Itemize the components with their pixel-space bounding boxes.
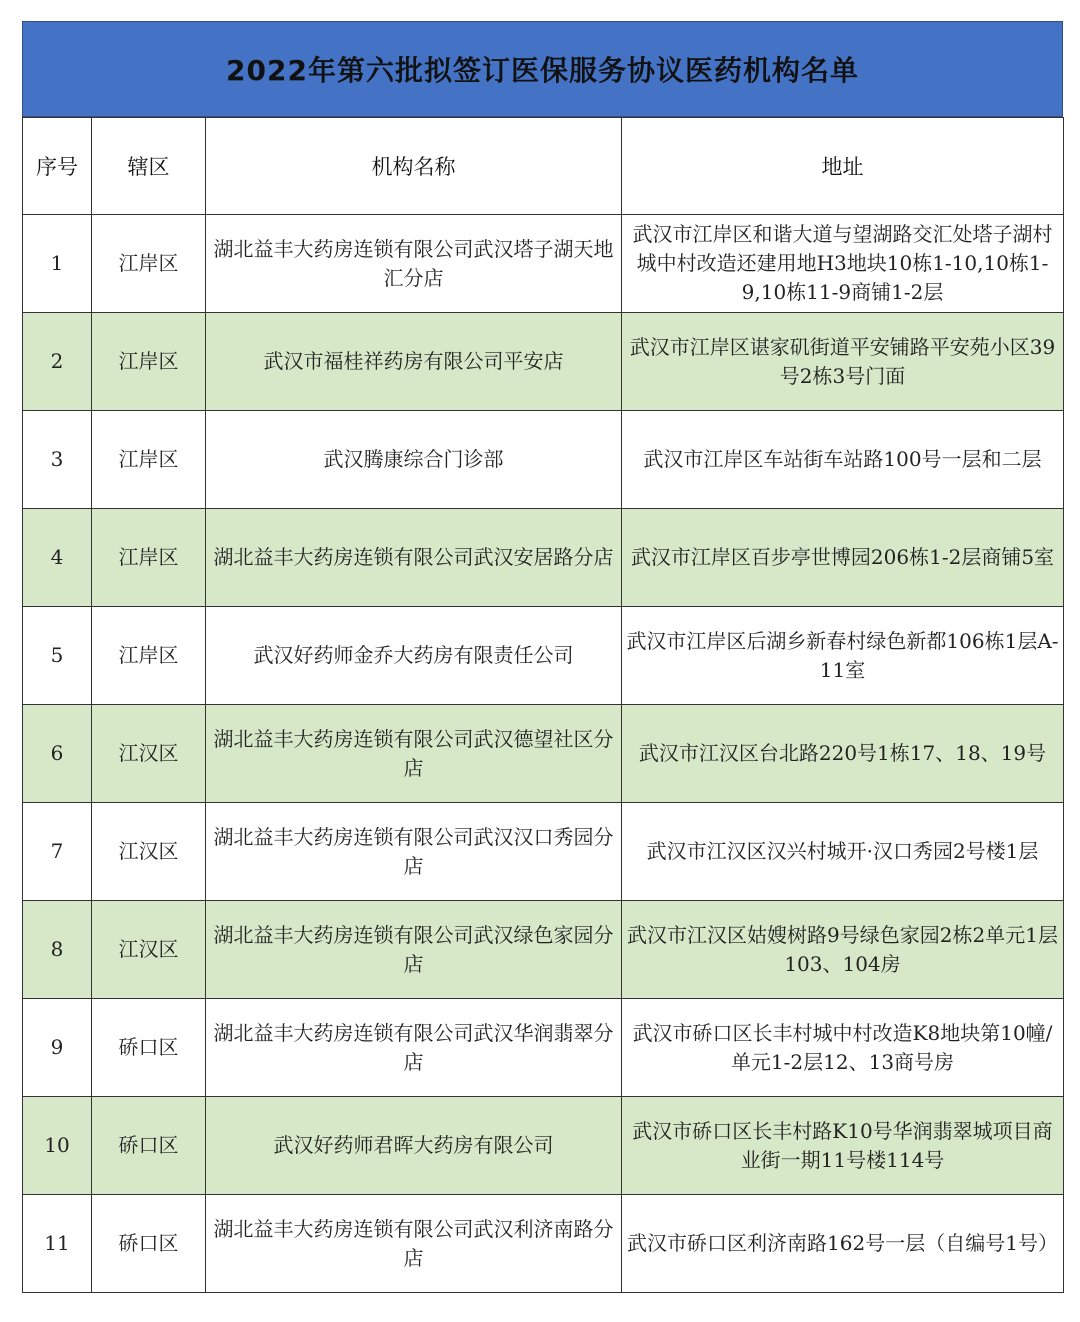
cell-no: 3 (23, 411, 92, 509)
cell-no: 10 (23, 1097, 92, 1195)
cell-district: 江岸区 (92, 411, 206, 509)
cell-no: 11 (23, 1195, 92, 1293)
table-row (23, 1195, 1064, 1293)
cell-district: 硚口区 (92, 1195, 206, 1293)
cell-address: 武汉市江汉区台北路220号1栋17、18、19号 (622, 705, 1064, 803)
table-header-row (23, 118, 1064, 215)
table-row (23, 411, 1064, 509)
cell-no: 9 (23, 999, 92, 1097)
cell-no: 8 (23, 901, 92, 999)
cell-district: 硚口区 (92, 999, 206, 1097)
cell-no: 7 (23, 803, 92, 901)
cell-district: 江汉区 (92, 803, 206, 901)
cell-address: 武汉市江岸区后湖乡新春村绿色新都106栋1层A-11室 (622, 607, 1064, 705)
cell-district: 江汉区 (92, 901, 206, 999)
table-row (23, 313, 1064, 411)
table-row (23, 803, 1064, 901)
table-row (23, 509, 1064, 607)
cell-name: 湖北益丰大药房连锁有限公司武汉华润翡翠分店 (206, 999, 622, 1097)
cell-address: 武汉市江岸区谌家矶街道平安铺路平安苑小区39号2栋3号门面 (622, 313, 1064, 411)
cell-no: 4 (23, 509, 92, 607)
cell-name: 武汉腾康综合门诊部 (206, 411, 622, 509)
table-row (23, 215, 1064, 313)
cell-name: 武汉好药师金乔大药房有限责任公司 (206, 607, 622, 705)
header-name: 机构名称 (206, 118, 622, 215)
header-no: 序号 (23, 118, 92, 215)
table-row (23, 607, 1064, 705)
cell-address: 武汉市硚口区长丰村路K10号华润翡翠城项目商业街一期11号楼114号 (622, 1097, 1064, 1195)
title-bar (22, 21, 1063, 117)
cell-district: 江岸区 (92, 607, 206, 705)
table-row (23, 901, 1064, 999)
cell-district: 江岸区 (92, 313, 206, 411)
cell-name: 湖北益丰大药房连锁有限公司武汉绿色家园分店 (206, 901, 622, 999)
document-sheet (22, 21, 1063, 1293)
cell-district: 江汉区 (92, 705, 206, 803)
document-title: 2022年第六批拟签订医保服务协议医药机构名单 (226, 54, 859, 87)
cell-address: 武汉市江汉区姑嫂树路9号绿色家园2栋2单元1层103、104房 (622, 901, 1064, 999)
cell-name: 湖北益丰大药房连锁有限公司武汉汉口秀园分店 (206, 803, 622, 901)
cell-name: 武汉市福桂祥药房有限公司平安店 (206, 313, 622, 411)
cell-address: 武汉市江汉区汉兴村城开·汉口秀园2号楼1层 (622, 803, 1064, 901)
cell-name: 湖北益丰大药房连锁有限公司武汉德望社区分店 (206, 705, 622, 803)
table-row (23, 999, 1064, 1097)
header-address: 地址 (622, 118, 1064, 215)
table-row (23, 1097, 1064, 1195)
cell-district: 硚口区 (92, 1097, 206, 1195)
cell-address: 武汉市硚口区长丰村城中村改造K8地块第10幢/单元1-2层12、13商号房 (622, 999, 1064, 1097)
cell-no: 6 (23, 705, 92, 803)
cell-no: 1 (23, 215, 92, 313)
cell-name: 湖北益丰大药房连锁有限公司武汉安居路分店 (206, 509, 622, 607)
cell-no: 5 (23, 607, 92, 705)
cell-name: 湖北益丰大药房连锁有限公司武汉塔子湖天地汇分店 (206, 215, 622, 313)
cell-no: 2 (23, 313, 92, 411)
header-district: 辖区 (92, 118, 206, 215)
cell-name: 武汉好药师君晖大药房有限公司 (206, 1097, 622, 1195)
cell-district: 江岸区 (92, 215, 206, 313)
cell-name: 湖北益丰大药房连锁有限公司武汉利济南路分店 (206, 1195, 622, 1293)
cell-address: 武汉市江岸区车站街车站路100号一层和二层 (622, 411, 1064, 509)
cell-address: 武汉市硚口区利济南路162号一层（自编号1号） (622, 1195, 1064, 1293)
cell-address: 武汉市江岸区百步亭世博园206栋1-2层商铺5室 (622, 509, 1064, 607)
table-row (23, 705, 1064, 803)
cell-address: 武汉市江岸区和谐大道与望湖路交汇处塔子湖村城中村改造还建用地H3地块10栋1-10,10栋1-9,10栋11-9商铺1-2层 (622, 215, 1064, 313)
institution-table (22, 117, 1064, 1293)
cell-district: 江岸区 (92, 509, 206, 607)
